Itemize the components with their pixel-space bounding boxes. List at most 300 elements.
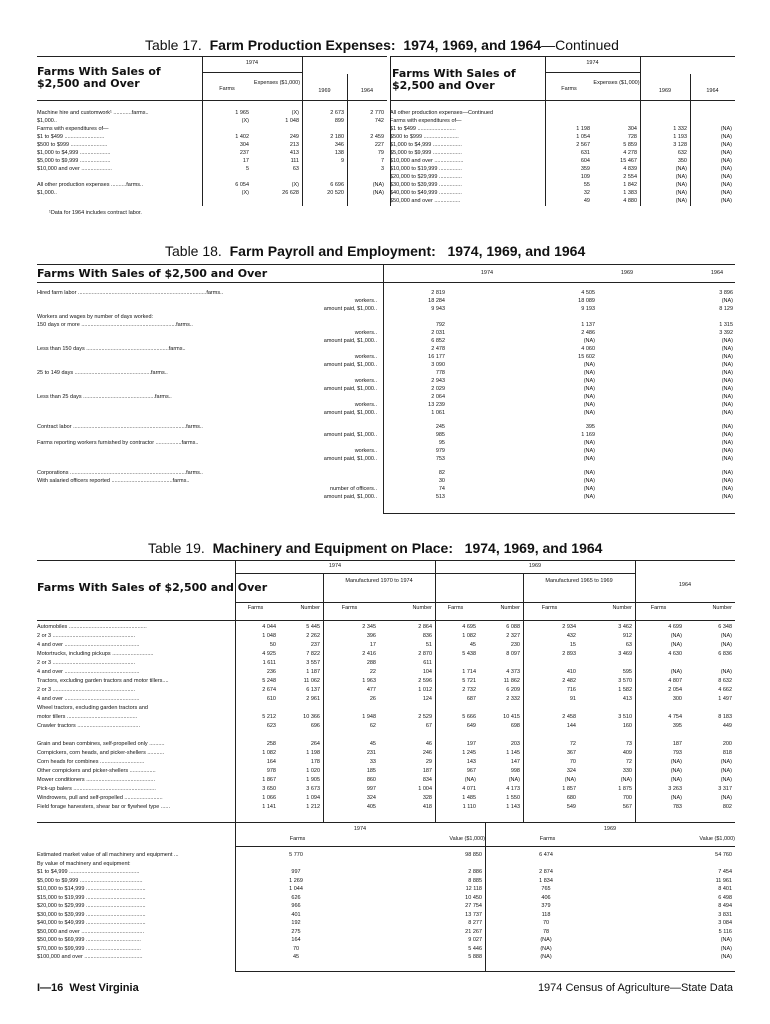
table-cell: 187 (672, 741, 682, 747)
table-cell: 2 482 (562, 678, 576, 684)
table-row-label: motor tillers .............................................. (37, 714, 138, 720)
table-18-title-main: Farm Payroll and Employment: (229, 243, 436, 259)
table-cell: (NA) (720, 642, 732, 648)
table-cell: 144 (566, 723, 576, 729)
table-cell: (NA) (675, 182, 687, 188)
col-head-number: Number (300, 605, 320, 611)
table-cell: (NA) (720, 633, 732, 639)
table-cell: 631 (580, 150, 590, 156)
table-cell: (NA) (670, 669, 682, 675)
table-cell: 793 (672, 750, 682, 756)
table-cell: 6 498 (718, 894, 732, 901)
table-cell: 5 888 (468, 954, 482, 960)
table-cell: (NA) (720, 777, 732, 783)
table-cell: 20 520 (327, 190, 344, 196)
table-cell: 11 062 (303, 678, 320, 684)
table-cell: (NA) (583, 440, 595, 446)
table-17-right-col-1964: 1964 (706, 88, 719, 94)
table-cell: 753 (435, 456, 445, 462)
table-cell: 998 (510, 768, 520, 774)
table-cell: 359 (580, 166, 590, 172)
table-row-label: workers.. (354, 298, 377, 304)
table-17-left-col-expenses: Expenses ($1,000) (253, 80, 301, 86)
table-cell: 2 943 (431, 378, 445, 384)
table-cell: 860 (366, 777, 376, 783)
table-17-right-col-1974: 1974 (586, 60, 599, 66)
table-cell: 967 (466, 768, 476, 774)
table-cell: 63 (292, 166, 299, 172)
table-cell: 2 054 (668, 687, 682, 693)
table-17-number: Table 17. (145, 37, 202, 53)
table-cell: 1 857 (562, 786, 576, 792)
table-cell: 413 (289, 150, 299, 156)
table-cell: 11 961 (715, 877, 732, 884)
table-cell: 899 (334, 118, 344, 124)
table-row-label: Farms with expenditures of— (390, 118, 462, 124)
table-cell: 1 582 (618, 687, 632, 693)
table-cell: 549 (566, 804, 576, 810)
table-cell: 2 486 (581, 330, 595, 336)
table-cell: (NA) (372, 182, 384, 188)
table-cell: 2 770 (370, 110, 384, 116)
table-cell: 687 (466, 696, 476, 702)
table-cell: (NA) (620, 777, 632, 783)
table-cell: 4 060 (581, 346, 595, 352)
table-17-left-footnote: ¹Data for 1964 includes contract labor. (49, 210, 142, 216)
table-cell: (NA) (721, 402, 733, 408)
table-cell: (NA) (720, 174, 732, 180)
table-17-right-col-farms: Farms (561, 86, 577, 92)
state-name: West Virginia (69, 982, 139, 994)
table-cell: 5 212 (262, 714, 276, 720)
table-cell: (NA) (670, 642, 682, 648)
table-cell: 3 084 (718, 920, 732, 926)
table-cell: (NA) (720, 134, 732, 140)
table-cell: (NA) (540, 937, 552, 943)
table-cell: 2 674 (262, 687, 276, 693)
table-cell: 997 (291, 869, 301, 875)
table-row-label: $5,000 to $9,999 ................... (390, 150, 462, 156)
table-cell: 1 145 (506, 750, 520, 756)
table-cell: (NA) (583, 486, 595, 492)
table-cell: 765 (541, 886, 551, 892)
table-cell: (NA) (721, 378, 733, 384)
table-cell: (NA) (721, 386, 733, 392)
table-row-label: Cornpickers, corn heads, and picker-shellers ........... (37, 750, 165, 756)
table-18-col-1969: 1969 (620, 270, 634, 276)
table-19 (37, 560, 735, 972)
table-row-label: Farms with expenditures of— (37, 126, 109, 132)
table-17-left-col-1964: 1964 (360, 88, 374, 94)
table-cell: (NA) (720, 954, 732, 960)
table-cell: 26 (369, 696, 376, 702)
table-cell: 1 714 (462, 669, 476, 675)
table-cell: 8 401 (718, 886, 732, 892)
table-cell: 1 048 (285, 118, 299, 124)
table-cell: 8 277 (468, 920, 482, 926)
table-row-label: Mower conditioners ............................................. (37, 777, 155, 783)
table-cell: 18 284 (428, 298, 445, 304)
table-cell: 200 (722, 741, 732, 747)
col-head-number: Number (712, 605, 732, 611)
table-cell: 45 (292, 954, 300, 960)
col-head-farms: Farms (247, 605, 264, 611)
table-cell: (NA) (675, 166, 687, 172)
table-19-col-1974: 1974 (328, 563, 342, 569)
table-cell: 4 071 (462, 786, 476, 792)
table-cell: 4 695 (462, 624, 476, 630)
table-row-label: 2 or 3 ...................................................... (37, 660, 136, 666)
table-cell: 33 (369, 759, 376, 765)
table-cell: 626 (291, 894, 301, 901)
table-cell: 9 943 (431, 306, 445, 312)
table-row-label: $5,000 to $9,999 .................... (37, 158, 111, 164)
table-cell: 2 864 (418, 624, 432, 630)
table-cell: 5 (245, 166, 249, 172)
table-17-title-suffix: —Continued (541, 37, 619, 53)
table-row-label: $50,000 and over ................. (390, 198, 461, 204)
table-cell: 1 004 (418, 786, 432, 792)
table-cell: 2 478 (431, 346, 445, 352)
table-cell: 1 497 (718, 696, 732, 702)
page-footer-left (37, 982, 139, 994)
table-cell: 2 416 (362, 651, 376, 657)
table-cell: 395 (672, 723, 682, 729)
table-cell: 649 (466, 723, 476, 729)
table-cell: 3 557 (306, 660, 320, 666)
table-19-title-years: 1974, 1969, and 1964 (464, 540, 603, 556)
table-cell: 32 (583, 190, 590, 196)
table-row-label: 25 to 149 days ..................................................farms.. (37, 370, 168, 376)
table-cell: 4 699 (668, 624, 682, 630)
table-cell: 72 (625, 759, 632, 765)
table-cell: 401 (291, 911, 301, 918)
table-cell: 2 327 (506, 633, 520, 639)
table-cell: (NA) (583, 386, 595, 392)
table-cell: 55 (583, 182, 590, 188)
table-row-label: Tractors, excluding garden tractors and motor tillers.... (37, 678, 169, 684)
table-row-label: $1,000 to $4,999 ................... (390, 142, 462, 148)
table-cell: 4 373 (506, 669, 520, 675)
table-19-val-col-1974: 1974 (353, 826, 367, 832)
table-cell: 4 630 (668, 651, 682, 657)
table-18 (37, 264, 735, 514)
table-cell: 2 673 (330, 110, 344, 116)
table-cell: 978 (266, 768, 276, 774)
table-cell: 6 852 (431, 338, 445, 344)
table-cell: 258 (266, 741, 276, 747)
table-cell: 834 (422, 777, 432, 783)
table-cell: 54 760 (715, 852, 732, 858)
table-cell: 3 090 (431, 362, 445, 368)
table-cell: 3 263 (668, 786, 682, 792)
table-cell: 49 (583, 198, 590, 204)
table-cell: (NA) (675, 174, 687, 180)
table-cell: 1 054 (576, 134, 590, 140)
table-cell: 985 (435, 432, 445, 438)
table-cell: (NA) (721, 410, 733, 416)
table-row-label: amount paid, $1,000.. (323, 494, 377, 500)
table-cell: (NA) (583, 370, 595, 376)
table-cell: 623 (266, 723, 276, 729)
table-cell: 1 383 (623, 190, 637, 196)
table-cell: (NA) (670, 768, 682, 774)
table-cell: 30 (438, 478, 445, 484)
table-cell: 79 (377, 150, 384, 156)
table-cell: 143 (466, 759, 476, 765)
table-cell: 912 (622, 633, 632, 639)
table-cell: (NA) (670, 795, 682, 801)
table-row-label: $1,000 to $4,999 .................... (37, 150, 111, 156)
table-19-col-1964: 1964 (678, 582, 692, 588)
table-cell: 595 (622, 669, 632, 675)
table-cell: 4 925 (262, 651, 276, 657)
table-cell: (NA) (670, 633, 682, 639)
table-cell: 15 (569, 642, 576, 648)
col-head-number: Number (412, 605, 432, 611)
table-cell: 966 (291, 903, 301, 909)
table-cell: 4 505 (581, 290, 595, 296)
table-cell: (NA) (721, 338, 733, 344)
table-cell: 17 (242, 158, 249, 164)
table-cell: 379 (541, 903, 551, 909)
table-cell: (NA) (721, 470, 733, 476)
table-18-col-1974: 1974 (480, 270, 494, 276)
table-cell: (NA) (583, 338, 595, 344)
table-cell: 409 (622, 750, 632, 756)
table-19-val-col-farms-1974: Farms (289, 836, 306, 842)
table-cell: 2 459 (370, 134, 384, 140)
table-cell: 203 (510, 741, 520, 747)
table-cell: 3 128 (673, 142, 687, 148)
table-cell: 2 567 (576, 142, 590, 148)
table-row-label: $500 to $999 ........................ (37, 142, 108, 148)
table-cell: (NA) (720, 759, 732, 765)
table-17-left-col-1974: 1974 (245, 60, 259, 66)
table-row-label: amount paid, $1,000.. (323, 338, 377, 344)
table-cell: (NA) (675, 190, 687, 196)
table-cell: 8 129 (719, 306, 733, 312)
table-row-label: Motortrucks, including pickups ........................... (37, 651, 154, 657)
table-cell: 7 822 (306, 651, 320, 657)
table-cell: (NA) (720, 150, 732, 156)
table-17-right-col-expenses: Expenses ($1,000) (593, 80, 640, 86)
table-cell: 2 961 (306, 696, 320, 702)
table-cell: (NA) (670, 759, 682, 765)
table-cell: 187 (422, 768, 432, 774)
table-cell: 74 (438, 486, 445, 492)
table-17-right-panel (390, 56, 735, 216)
table-cell: 98 850 (465, 852, 482, 858)
table-cell: 346 (334, 142, 344, 148)
table-cell: 6 137 (306, 687, 320, 693)
table-cell: 610 (266, 696, 276, 702)
table-row-label: $100,000 and over ...................................... (37, 954, 143, 960)
table-row-label: amount paid, $1,000.. (323, 410, 377, 416)
table-cell: 2 262 (306, 633, 320, 639)
table-row-label: workers.. (354, 354, 377, 360)
table-18-title-years: 1974, 1969, and 1964 (447, 243, 586, 259)
table-cell: (NA) (583, 410, 595, 416)
table-cell: 1 193 (673, 134, 687, 140)
table-cell: 29 (425, 759, 432, 765)
table-cell: 63 (625, 642, 632, 648)
table-cell: 3 (380, 166, 384, 172)
table-17-left-col-farms: Farms (219, 86, 235, 92)
table-cell: 2 064 (431, 394, 445, 400)
table-cell: 1 842 (623, 182, 637, 188)
table-cell: 70 (569, 759, 576, 765)
table-cell: (NA) (721, 362, 733, 368)
table-cell: (NA) (721, 440, 733, 446)
table-cell: 783 (672, 804, 682, 810)
table-cell: 22 (369, 669, 376, 675)
table-cell: 396 (366, 633, 376, 639)
table-cell: 432 (566, 633, 576, 639)
table-18-stub-head: Farms With Sales of $2,500 and Over (37, 267, 268, 280)
table-cell: 3 469 (618, 651, 632, 657)
table-cell: 288 (366, 660, 376, 666)
table-cell: 300 (672, 696, 682, 702)
table-cell: 2 345 (362, 624, 376, 630)
table-cell: 1 169 (581, 432, 595, 438)
table-cell: 7 454 (718, 869, 732, 875)
table-cell: 979 (435, 448, 445, 454)
table-row-label: 150 days or more ..............................................................farms.. (37, 322, 193, 328)
table-cell: 3 392 (719, 330, 733, 336)
table-row-label: $40,000 to $49,999 ....................................... (37, 920, 146, 926)
page-number: I—16 (37, 982, 64, 994)
table-cell: 16 177 (428, 354, 445, 360)
table-row-label: Workers and wages by number of days worked: (37, 314, 154, 320)
table-cell: 680 (566, 795, 576, 801)
table-cell: 227 (374, 142, 384, 148)
table-row-label: $70,000 to $99,999 .................................... (37, 945, 141, 952)
table-cell: 231 (366, 750, 376, 756)
table-row-label: workers.. (354, 448, 377, 454)
table-cell: 1 066 (262, 795, 276, 801)
table-19-number: Table 19. (148, 540, 205, 556)
table-19-title-main: Machinery and Equipment on Place: (212, 540, 453, 556)
table-cell: (NA) (721, 494, 733, 500)
table-cell: 72 (569, 741, 576, 747)
table-cell: 5 248 (262, 678, 276, 684)
table-cell: 742 (374, 118, 384, 124)
table-cell: 4 044 (262, 624, 276, 630)
table-cell: 2 031 (431, 330, 445, 336)
table-cell: 9 (340, 158, 344, 164)
table-cell: 2 870 (418, 651, 432, 657)
table-cell: 1 332 (673, 126, 687, 132)
table-cell: (NA) (372, 190, 384, 196)
table-row-label: $1,000.. (37, 118, 57, 124)
table-cell: 997 (366, 786, 376, 792)
table-cell: (NA) (721, 424, 733, 430)
table-cell: 1 048 (262, 633, 276, 639)
table-cell: 778 (435, 370, 445, 376)
table-cell: 2 819 (431, 290, 445, 296)
table-row-label: $20,000 to $29,999 ............... (390, 174, 462, 180)
table-cell: (NA) (721, 298, 733, 304)
table-cell: 350 (677, 158, 687, 164)
table-cell: 70 (292, 945, 300, 952)
table-cell: 1 963 (362, 678, 376, 684)
table-row-label: $500 to $999 ....................... (390, 134, 459, 140)
table-cell: (NA) (720, 768, 732, 774)
col-head-farms: Farms (447, 605, 464, 611)
table-19-sub-1969: Manufactured 1965 to 1969 (545, 578, 613, 584)
table-row-label: Machine hire and customwork¹ ............farms.. (37, 110, 149, 116)
table-cell: (NA) (675, 198, 687, 204)
table-cell: 410 (566, 669, 576, 675)
table-cell: (NA) (720, 945, 732, 952)
col-head-farms: Farms (650, 605, 667, 611)
table-cell: (X) (241, 118, 249, 124)
table-row-label: workers.. (354, 330, 377, 336)
table-cell: 7 (380, 158, 384, 164)
table-17-left-col-1969: 1969 (318, 88, 331, 94)
table-cell: 3 650 (262, 786, 276, 792)
col-head-farms: Farms (541, 605, 558, 611)
table-cell: 700 (622, 795, 632, 801)
table-cell: 15 467 (620, 158, 637, 164)
table-cell: 1 110 (462, 804, 476, 810)
table-cell: (NA) (540, 954, 552, 960)
table-cell: (NA) (583, 456, 595, 462)
table-cell: 328 (422, 795, 432, 801)
table-17-title-main: Farm Production Expenses: (209, 37, 396, 53)
table-cell: 197 (466, 741, 476, 747)
table-cell: (NA) (721, 456, 733, 462)
table-cell: 1 044 (289, 886, 303, 892)
table-row-label: Wheel tractors, excluding garden tractors and (37, 705, 148, 711)
table-cell: 236 (266, 669, 276, 675)
table-cell: 15 602 (578, 354, 595, 360)
table-row-label: Hired farm labor ....................................................................................farms.. (37, 290, 224, 296)
table-row-label: Pick-up balers ...................................................... (37, 786, 156, 792)
table-cell: 45 (369, 741, 376, 747)
col-head-farms: Farms (341, 605, 358, 611)
table-row-label: amount paid, $1,000.. (323, 432, 377, 438)
table-cell: (NA) (583, 478, 595, 484)
table-row-label: Windrowers, pull and self-propelled ......................... (37, 795, 163, 801)
table-row-label: amount paid, $1,000.. (323, 386, 377, 392)
table-cell: 324 (366, 795, 376, 801)
table-cell: 8 183 (718, 714, 732, 720)
table-row-label: workers.. (354, 378, 377, 384)
table-cell: 178 (310, 759, 320, 765)
table-row-label: $40,000 to $49,999 ............... (390, 190, 462, 196)
table-cell: 2 874 (539, 869, 553, 875)
table-row-label: amount paid, $1,000.. (323, 306, 377, 312)
table-17-title (145, 37, 619, 53)
table-row-label: $10,000 to $14,999 ....................................... (37, 886, 146, 892)
table-cell: 2 886 (468, 869, 482, 875)
table-cell: 73 (625, 741, 632, 747)
table-cell: 418 (422, 804, 432, 810)
table-cell: 4 278 (623, 150, 637, 156)
table-19-val-col-value-1974: Value ($1,000) (449, 836, 485, 842)
table-row-label: $30,000 to $39,999 ....................................... (37, 911, 146, 918)
table-cell: 4 839 (623, 166, 637, 172)
table-cell: (X) (241, 190, 249, 196)
table-cell: (NA) (721, 478, 733, 484)
table-row-label: $10,000 to $19,999 ............... (390, 166, 462, 172)
table-cell: (X) (291, 110, 299, 116)
table-cell: 413 (622, 696, 632, 702)
table-cell: 4 754 (668, 714, 682, 720)
table-cell: 406 (541, 894, 551, 901)
